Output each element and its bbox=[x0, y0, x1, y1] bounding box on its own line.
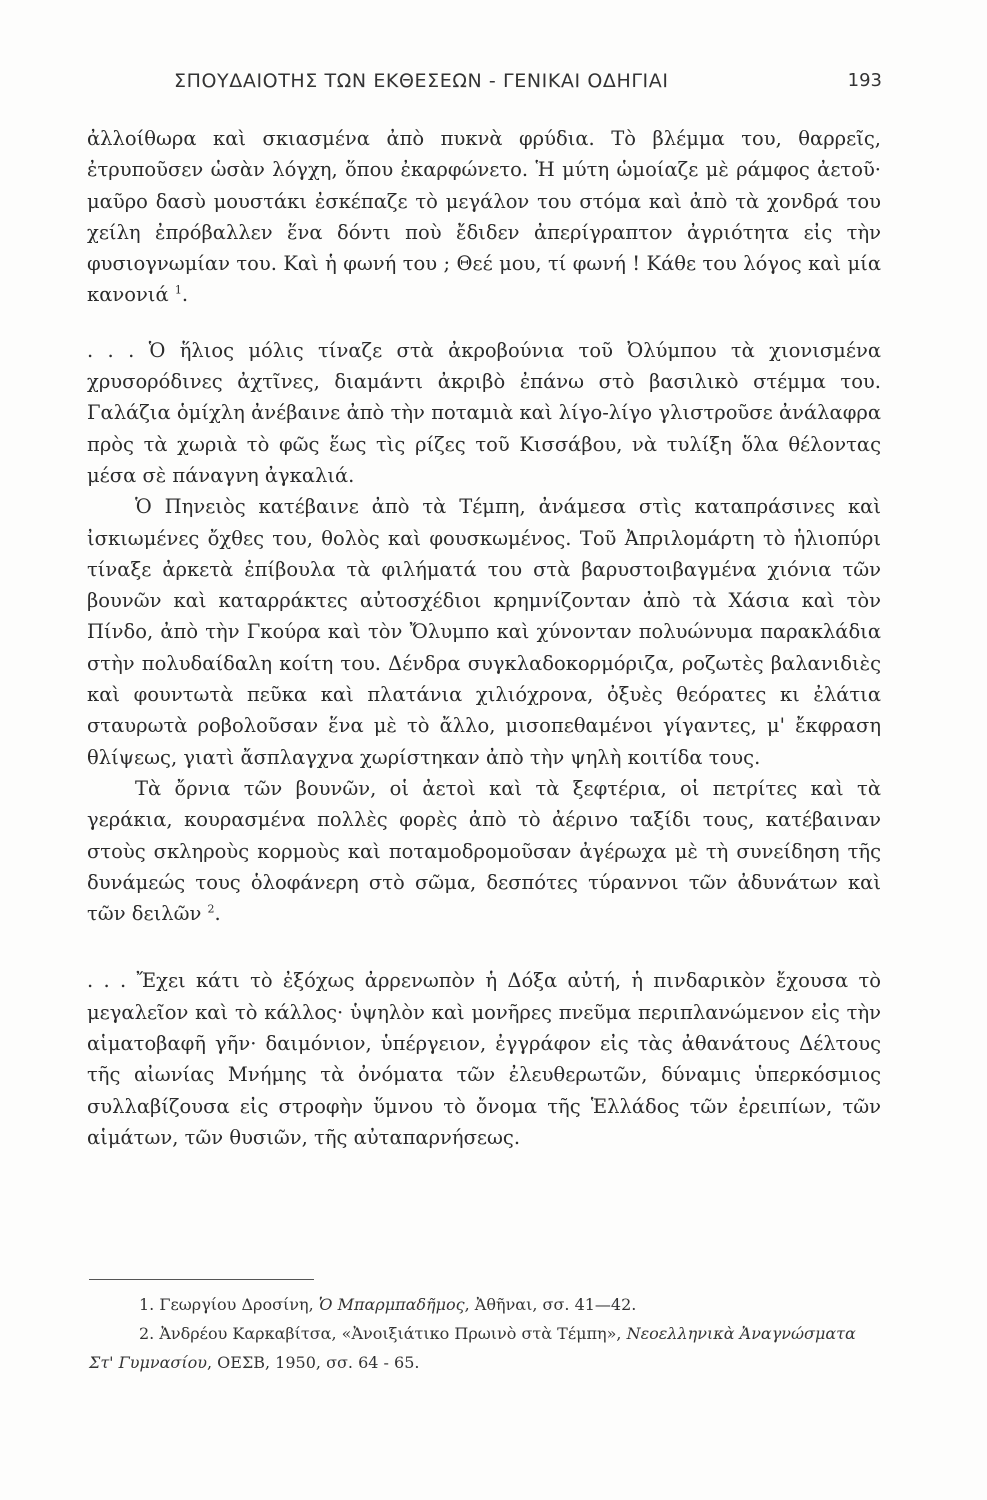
footnotes bbox=[89, 1290, 881, 1377]
footnote-1-title: Ὁ Μπαρμπαδῆμος bbox=[318, 1295, 465, 1314]
paragraph-3: Ὁ Πηνειὸς κατέβαινε ἀπὸ τὰ Τέμπη, ἀνάμεσα στὶς καταπράσινες καὶ ἰσκιωμένες ὄχθες του, θολὸς καὶ φουσκωμένος. Τοῦ Ἀπριλομάρτη τὸ ἡλιοπύρι τίναξε ἀρκετὰ ἐπίβουλα τὰ φιλήματά του στὰ βαρυστοιβαγμένα χιόνια τῶν βουνῶν καὶ καταρράκτες αὐτοσχέδιοι κρημνίζονταν ἀπὸ τὰ Χάσια καὶ τὸν Πίνδο, ἀπὸ τὴν Γκούρα καὶ τὸν Ὄλυμπο καὶ χύνονταν πολυώνυμα παρακλάδια στὴν πολυδαίδαλη κοίτη του. Δένδρα συγκλαδοκορμόριζα, ροζωτὲς βαλανιδιὲς καὶ φουντωτὰ πεῦκα καὶ πλατάνια χιλιόχρονα, ὀξυὲς θεόρατες κι ἐλάτια σταυρωτὰ ροβολοῦσαν ἕνα μὲ τὸ ἄλλο, μισοπεθαμένοι γίγαντες, μ' ἔκφραση θλίψεως, γιατὶ ἄσπλαγχνα χωρίστηκαν ἀπὸ τὴν ψηλὴ κοιτίδα τους. bbox=[87, 495, 881, 769]
paragraph-5: . . . Ἔχει κάτι τὸ ἐξόχως ἀρρενωπὸν ἡ Δόξα αὐτή, ἡ πινδαρικὸν ἔχουσα τὸ μεγαλεῖον καὶ τὸ κάλλος· ὑψηλὸν καὶ μονῆρες πνεῦμα περιπλανώμενον εἰς τὴν αἱματοβαφῆ γῆν· δαιμόνιον, ὑπέργειον, ἐγγράφον εἰς τὰς ἀθανάτους Δέλτους τῆς αἰωνίας Μνήμης τὰ ὀνόματα τῶν ἐλευθερωτῶν, δύναμις ὑπερκόσμιος συλλαβίζουσα εἰς στροφὴν ὕμνου τὸ ὄνομα τῆς Ἑλλάδος τῶν ἐρειπίων, τῶν αἱμάτων, τῶν θυσιῶν, τῆς αὐταπαρνήσεως. bbox=[87, 969, 881, 1149]
paragraph-1-end: . bbox=[181, 283, 189, 307]
paragraph-4-end: . bbox=[214, 902, 221, 926]
footnote-2-details: , ΟΕΣΒ, 1950, σσ. 64 - 65. bbox=[206, 1353, 420, 1372]
page-header bbox=[122, 70, 882, 100]
footnote-2-title: Νεοελληνικὰ Ἀναγνώσματα Στ' Γυμνασίου bbox=[89, 1324, 856, 1372]
paragraph-2: . . . Ὁ ἥλιος μόλις τίναζε στὰ ἀκροβούνια τοῦ Ὀλύμπου τὰ χιονισμένα χρυσορόδινες ἀχτῖνες, διαμάντι ἀκριβὸ ἐπάνω στὸ βασιλικὸ στέμμα του. Γαλάζια ὁμίχλη ἀνέβαινε ἀπὸ τὴν ποταμιὰ καὶ λίγο-λίγο γλιστροῦσε ἀνάλαφρα πρὸς τὰ χωριὰ τὸ φῶς ἕως τὶς ρίζες τοῦ Κισσάβου, νὰ τυλίξη ὅλα θέλοντας μέσα σὲ πάναγνη ἀγκαλιά. bbox=[87, 338, 881, 487]
footnote-2-author: 2. Ἀνδρέου Καρκαβίτσα, «Ἀνοιξιάτικο Πρωινὸ στὰ Τέμπη», bbox=[139, 1324, 627, 1343]
footnote-marker-2: 2 bbox=[207, 902, 215, 916]
footnote-2 bbox=[89, 1319, 881, 1377]
footnote-1-details: , Ἀθῆναι, σσ. 41—42. bbox=[464, 1295, 637, 1314]
main-text bbox=[87, 123, 881, 1153]
running-title: ΣΠΟΥΔΑΙΟΤΗΣ ΤΩΝ ΕΚΘΕΣΕΩΝ - ΓΕΝΙΚΑΙ ΟΔΗΓΙΑΙ bbox=[174, 70, 669, 92]
paragraph-4 bbox=[87, 773, 881, 929]
paragraph-1-text: ἀλλοίθωρα καὶ σκιασμένα ἀπὸ πυκνὰ φρύδια. Τὸ βλέμμα του, θαρρεῖς, ἐτρυποῦσεν ὡσὰν λόγχη, ὅπου ἐκαρφώνετο. Ἡ μύτη ὡμοίαζε μὲ ράμφος ἀετοῦ· μαῦρο δασὺ μουστάκι ἐσκέπαζε τὸ μεγάλον του στόμα καὶ ἀπὸ τὰ χονδρά του χείλη ἐπρόβαλλεν ἕνα δόντι ποὺ ἔδιδεν ἀπερίγραπτον ἀγριότητα εἰς τὴν φυσιογνωμίαν του. Καὶ ἡ φωνή του ; Θεέ μου, τί φωνή ! Κάθε του λόγος καὶ μία κανονιά bbox=[87, 127, 881, 307]
paragraph-1 bbox=[87, 123, 881, 311]
footnote-divider bbox=[89, 1279, 314, 1280]
page-number: 193 bbox=[847, 70, 882, 91]
footnote-marker-1: 1 bbox=[174, 283, 182, 297]
footnote-1 bbox=[89, 1290, 881, 1319]
footnote-1-author: 1. Γεωργίου Δροσίνη, bbox=[139, 1295, 319, 1314]
paragraph-4-text: Τὰ ὄρνια τῶν βουνῶν, οἱ ἀετοὶ καὶ τὰ ξεφτέρια, οἱ πετρίτες καὶ τὰ γεράκια, κουρασμένα πολλὲς φορὲς ἀπὸ τὸ ἀέρινο ταξίδι τους, κατέβαιναν στοὺς σκληροὺς κορμοὺς καὶ ποταμοδρομοῦσαν ἀγέρωχα μὲ τὴ συνείδηση τῆς δυνάμεώς τους ὁλοφάνερη στὸ σῶμα, δεσπότες τύραννοι τῶν ἀδυνάτων καὶ τῶν δειλῶν bbox=[87, 776, 881, 926]
